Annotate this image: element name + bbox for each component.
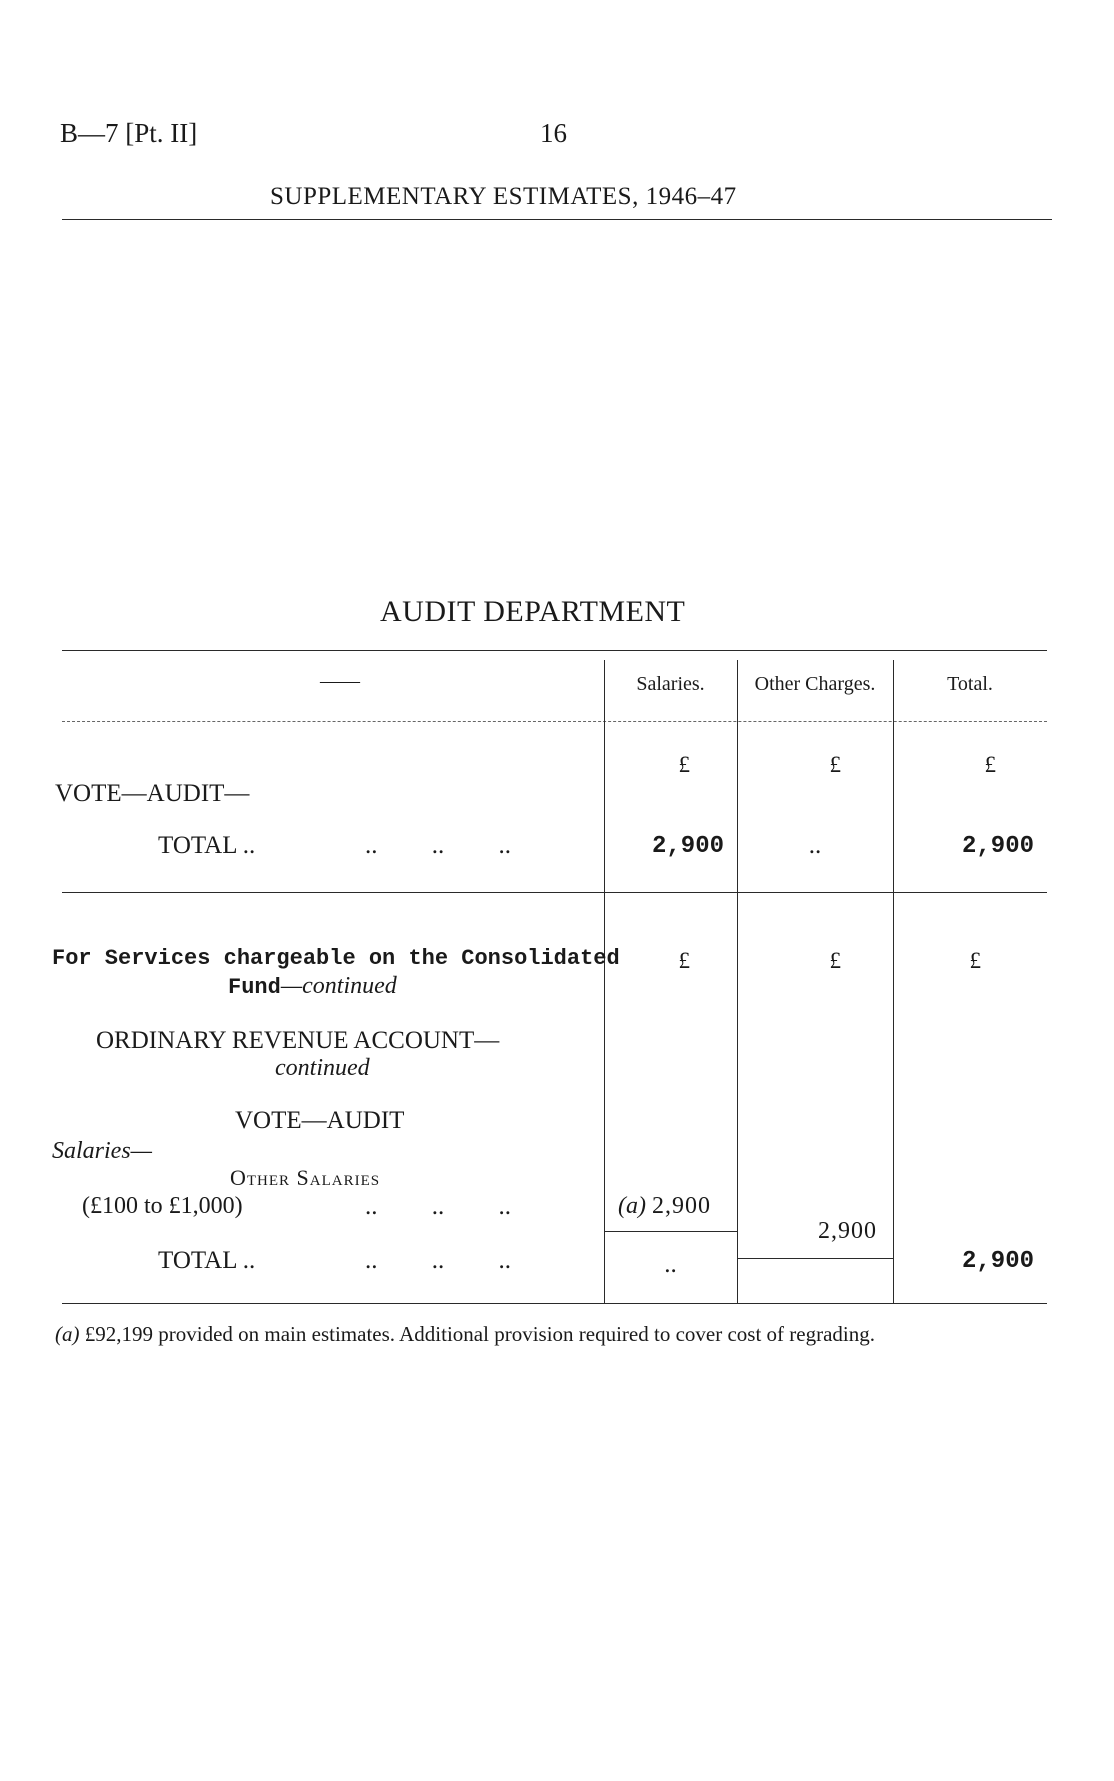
- item-salaries-rule: [604, 1231, 737, 1232]
- account-heading: ORDINARY REVENUE ACCOUNT—: [96, 1027, 500, 1054]
- total-other-1: ..: [808, 832, 822, 859]
- item-leaders: .. .. ..: [365, 1193, 511, 1220]
- leaders-1: .. .. ..: [365, 832, 511, 859]
- currency-salaries-1: £: [678, 752, 690, 777]
- header-rule: [62, 219, 1052, 220]
- item-range: (£100 to £1,000): [82, 1193, 243, 1219]
- currency-total-1: £: [984, 752, 996, 777]
- vote-label: VOTE—AUDIT—: [55, 780, 250, 807]
- block1-bottom-rule: [62, 892, 1047, 893]
- total-salaries-1: 2,900: [651, 833, 724, 860]
- total-label-1: TOTAL ..: [158, 832, 256, 859]
- vote-audit-heading: VOTE—AUDIT: [235, 1107, 405, 1134]
- col-header-other-charges: Other Charges.: [754, 673, 876, 695]
- total-total-2: 2,900: [961, 1248, 1034, 1275]
- item-note-marker: (a): [618, 1193, 646, 1219]
- item-salaries-value: 2,900: [651, 1193, 711, 1219]
- item-salaries: [618, 1193, 711, 1220]
- table-bottom-rule: [62, 1303, 1047, 1304]
- account-heading-continued: continued: [275, 1055, 370, 1081]
- footnote-text: £92,199 provided on main estimates. Additional provision required to cover cost of regrading.: [84, 1322, 875, 1346]
- col-header-total: Total.: [947, 673, 993, 695]
- table-top-rule: [62, 650, 1047, 651]
- item-other-rule: [737, 1258, 893, 1259]
- col-header-blank: ——: [320, 670, 360, 692]
- page-reference: B—7 [Pt. II]: [60, 118, 198, 148]
- leaders-2: .. .. ..: [365, 1247, 511, 1274]
- total-salaries-2: ..: [664, 1251, 677, 1278]
- col-header-salaries: Salaries.: [636, 673, 705, 695]
- currency-other-2: £: [829, 948, 841, 973]
- services-heading-fund: Fund: [228, 975, 281, 1000]
- running-title: SUPPLEMENTARY ESTIMATES, 1946–47: [270, 183, 737, 210]
- total-label-2: TOTAL ..: [158, 1247, 256, 1274]
- footnote: [55, 1322, 875, 1347]
- services-heading-continued: —continued: [280, 973, 397, 999]
- item-name: Other Salaries: [230, 1165, 381, 1190]
- services-heading: For Services chargeable on the Consolidated: [52, 946, 620, 971]
- header-bottom-rule: [62, 721, 1047, 722]
- total-total-1: 2,900: [961, 833, 1034, 860]
- currency-total-2: £: [969, 948, 981, 973]
- services-heading-line2: [228, 973, 397, 1000]
- page-number: 16: [540, 118, 567, 148]
- currency-salaries-2: £: [678, 948, 690, 973]
- currency-other-1: £: [829, 752, 841, 777]
- footnote-marker: (a): [55, 1322, 80, 1346]
- item-other: 2,900: [818, 1218, 877, 1244]
- section-title: AUDIT DEPARTMENT: [380, 595, 686, 628]
- salaries-subhead: Salaries—: [52, 1138, 153, 1164]
